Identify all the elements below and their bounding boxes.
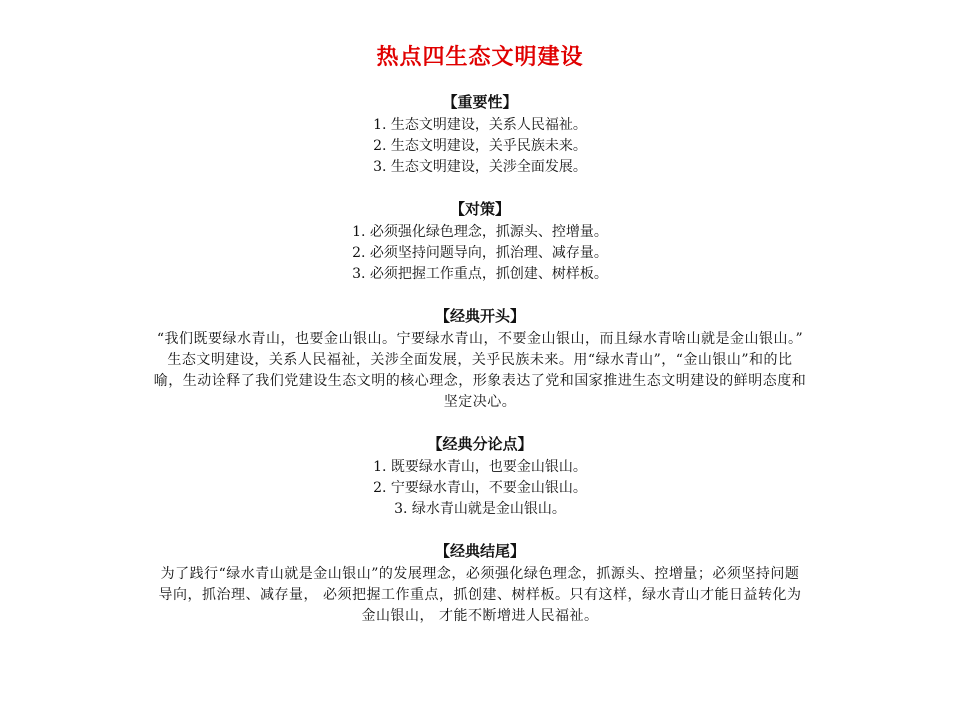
opening-line: 生态文明建设，关系人民福祉，关涉全面发展，关乎民族未来。用“绿水青山”，“金山银山”和的比	[167, 352, 793, 368]
countermeasures-heading: 【对策】	[449, 200, 510, 218]
opening-heading: 【经典开头】	[434, 307, 525, 325]
countermeasure-item: 1. 必须强化绿色理念，抓源头、控增量。	[352, 224, 608, 240]
opening-section	[56, 306, 904, 413]
countermeasure-item: 3. 必须把握工作重点，抓创建、树样板。	[352, 266, 608, 282]
sub-arguments-section	[56, 434, 904, 520]
sub-argument-item: 3. 绿水青山就是金山银山。	[394, 501, 566, 517]
countermeasure-item: 2. 必须坚持问题导向，抓治理、减存量。	[352, 245, 608, 261]
sub-argument-item: 2. 宁要绿水青山，不要金山银山。	[373, 480, 587, 496]
opening-line: 喻，生动诠释了我们党建设生态文明的核心理念，形象表达了党和国家推进生态文明建设的鲜明态度和	[153, 373, 807, 389]
sub-argument-item: 1. 既要绿水青山，也要金山银山。	[373, 459, 587, 475]
opening-line: “我们既要绿水青山，也要金山银山。宁要绿水青山，不要金山银山，而且绿水青啥山就是金山银山。”	[156, 331, 804, 347]
spacer	[56, 520, 904, 541]
opening-line: 坚定决心。	[443, 394, 517, 410]
importance-item: 1. 生态文明建设，关系人民福祉。	[373, 117, 587, 133]
page-title: 热点四生态文明建设	[376, 44, 584, 70]
sub-arguments-heading: 【经典分论点】	[427, 435, 533, 453]
ending-section	[56, 541, 904, 627]
ending-line: 为了践行“绿水青山就是金山银山”的发展理念，必须强化绿色理念，抓源头、控增量；必须坚持问题	[160, 566, 800, 582]
importance-item: 2. 生态文明建设，关乎民族未来。	[373, 138, 587, 154]
importance-section	[56, 92, 904, 178]
ending-line: 金山银山， 才能不断增进人民福祉。	[361, 608, 599, 624]
ending-line: 导向，抓治理、减存量， 必须把握工作重点，抓创建、树样板。只有这样，绿水青山才能日益转化为	[158, 587, 802, 603]
spacer	[56, 413, 904, 434]
spacer	[56, 285, 904, 306]
countermeasures-section	[56, 199, 904, 285]
ending-heading: 【经典结尾】	[434, 542, 525, 560]
importance-item: 3. 生态文明建设，关涉全面发展。	[373, 159, 587, 175]
spacer	[56, 178, 904, 199]
importance-heading: 【重要性】	[442, 93, 518, 111]
